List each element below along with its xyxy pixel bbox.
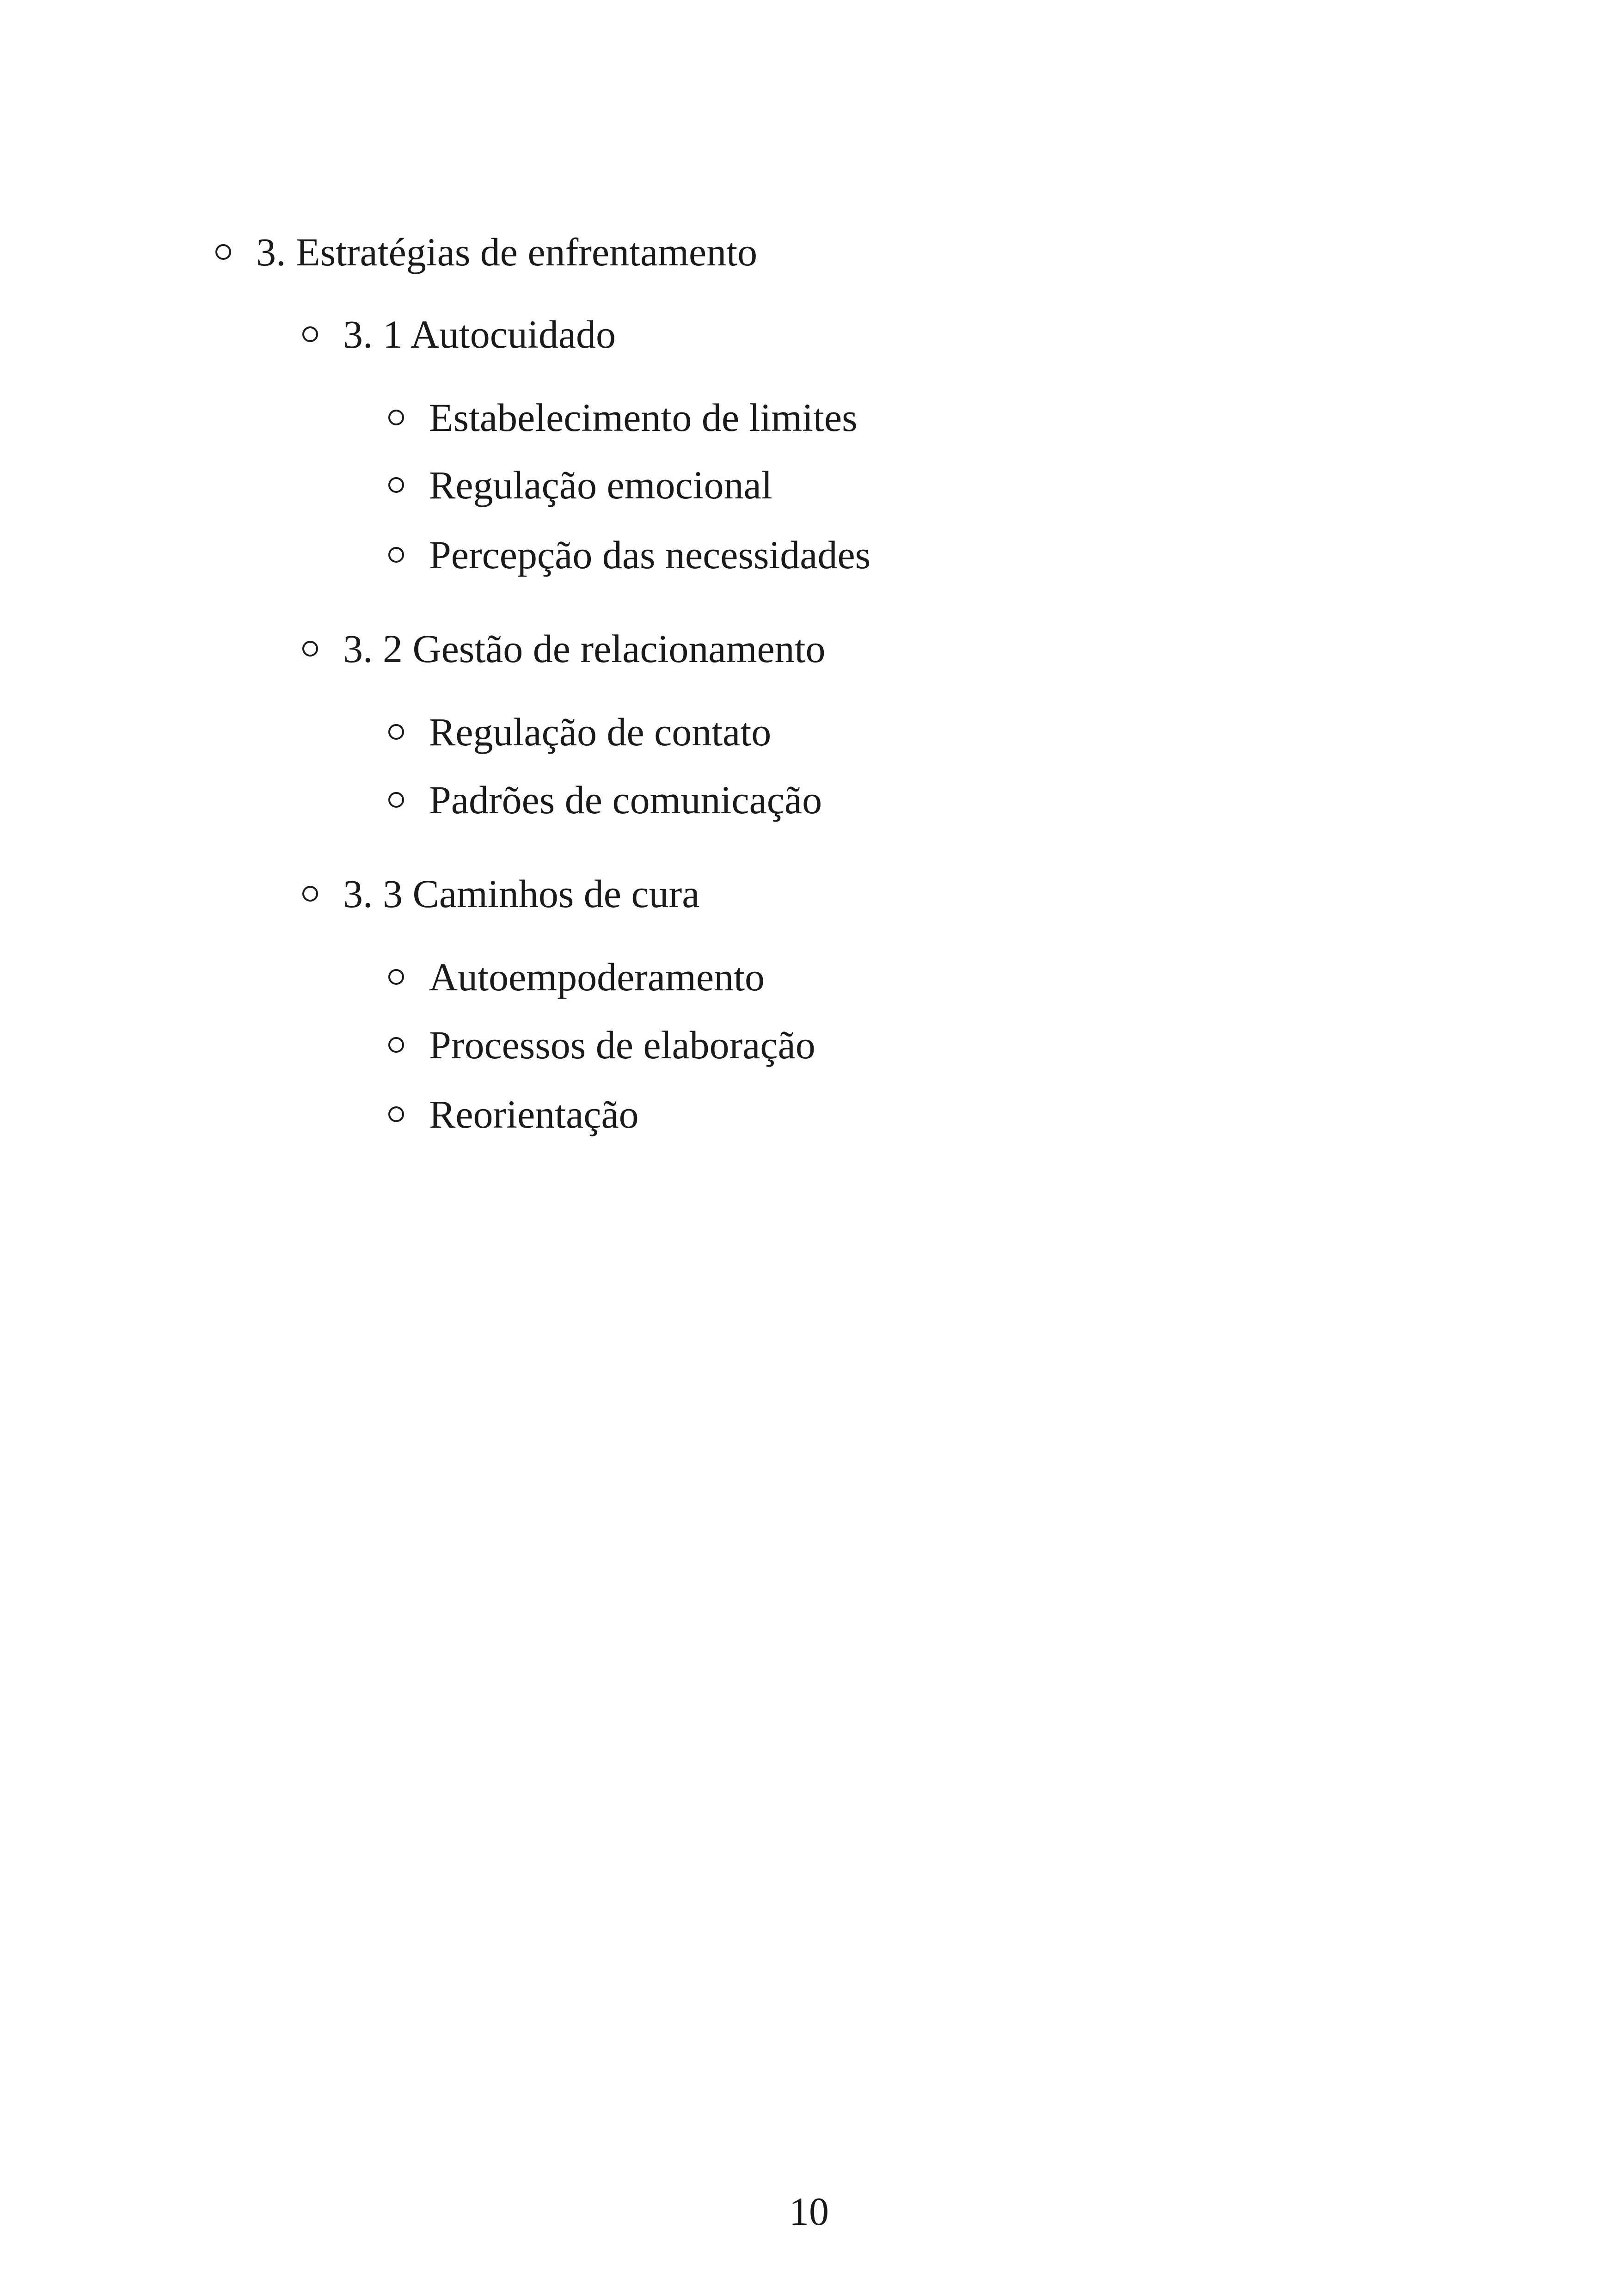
list-item-text: Padrões de comunicação — [429, 778, 822, 822]
hollow-bullet-icon — [388, 792, 404, 808]
list-item-text: Regulação emocional — [429, 463, 772, 507]
outline-item-level2 — [302, 874, 699, 914]
section-title: 3. Estratégias de enfrentamento — [256, 230, 758, 274]
hollow-bullet-icon — [302, 886, 318, 902]
hollow-bullet-icon — [388, 724, 404, 740]
outline-item-level3 — [388, 780, 822, 820]
hollow-bullet-icon — [388, 1037, 404, 1053]
hollow-bullet-icon — [302, 641, 318, 657]
hollow-bullet-icon — [388, 1106, 404, 1122]
list-item-text: Reorientação — [429, 1092, 639, 1136]
subsection-title: 3. 1 Autocuidado — [343, 312, 616, 356]
outline-item-level3 — [388, 535, 870, 575]
page-number: 10 — [789, 2189, 829, 2234]
hollow-bullet-icon — [302, 326, 318, 342]
outline-item-level2 — [302, 314, 616, 354]
subsection-title: 3. 2 Gestão de relacionamento — [343, 626, 826, 671]
hollow-bullet-icon — [388, 969, 404, 985]
outline-item-level3 — [388, 1025, 815, 1065]
hollow-bullet-icon — [215, 244, 231, 260]
list-item-text: Estabelecimento de limites — [429, 395, 858, 440]
hollow-bullet-icon — [388, 477, 404, 493]
list-item-text: Autoempoderamento — [429, 955, 765, 999]
outline-item-level2 — [302, 626, 826, 671]
outline-item-level3 — [388, 712, 771, 752]
list-item-text: Percepção das necessidades — [429, 533, 871, 577]
outline-item-level3 — [388, 395, 858, 440]
subsection-title: 3. 3 Caminhos de cura — [343, 872, 700, 916]
outline-item-level3 — [388, 1094, 639, 1134]
outline-item-level3 — [388, 465, 772, 505]
outline-item-level3 — [388, 957, 765, 997]
list-item-text: Regulação de contato — [429, 710, 772, 754]
hollow-bullet-icon — [388, 547, 404, 563]
hollow-bullet-icon — [388, 410, 404, 425]
outline-item-level1 — [215, 232, 757, 272]
list-item-text: Processos de elaboração — [429, 1023, 815, 1067]
